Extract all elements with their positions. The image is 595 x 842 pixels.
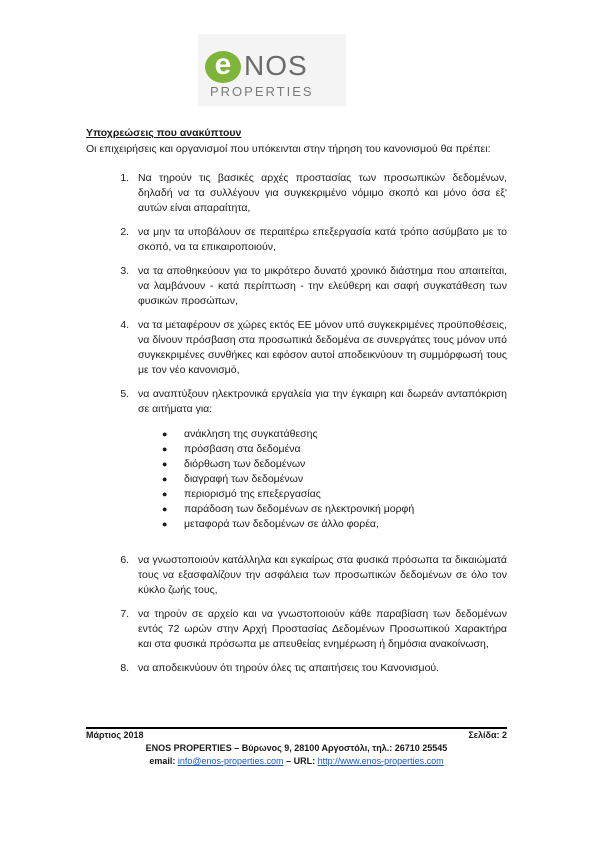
bullet-icon: ●: [162, 444, 168, 454]
footer-contact: [86, 756, 507, 766]
sub-list-item: ● διόρθωση των δεδομένων: [162, 458, 306, 470]
list-item: 6. να γνωστοποιούν κατάλληλα και εγκαίρως στα φυσικά πρόσωπα τα δικαιώματά τους να εξασφαλίζουν την ασφάλεια των προσωπικών δεδομένων σε όλο τον κύκλο ζωής τους,: [132, 553, 507, 598]
document-body: [86, 126, 507, 685]
spacer: [138, 532, 507, 544]
footer-email-link[interactable]: info@enos-properties.com: [177, 756, 284, 766]
sub-list-item: ● περιορισμό της επεξεργασίας: [162, 488, 321, 500]
request-types-list: [138, 427, 507, 532]
company-logo: [198, 34, 346, 106]
footer-url-label: – URL:: [286, 756, 316, 766]
list-item: 3. να τα αποθηκεύουν για το μικρότερο δυνατό χρονικό διάστημα που απαιτείται, να λαμβάνουν - κατά περίπτωση - την ελεύθερη και σαφή συγκατάθεση των φυσικών προσώπων,: [132, 264, 507, 309]
sub-list-item: ● ανάκληση της συγκατάθεσης: [162, 428, 318, 440]
footer-address: ENOS PROPERTIES – Βύρωνος 9, 28100 Αργοστόλι, τηλ.: 26710 25545: [145, 743, 448, 753]
list-item: 4. να τα μεταφέρουν σε χώρες εκτός ΕΕ μόνον υπό συγκεκριμένες προϋποθέσεις, να δίνουν πρόσβαση στα προσωπικά δεδομένα σε συνεργάτες τους μόνον υπό συγκεκριμένες συνθήκες και εφόσον αυτοί αποδεικνύουν τη συμμόρφωσή τους με τον νέο κανονισμό,: [132, 318, 507, 378]
bullet-icon: ●: [162, 519, 168, 529]
bullet-icon: ●: [162, 429, 168, 439]
bullet-icon: ●: [162, 489, 168, 499]
sub-list-item: ● παράδοση των δεδομένων σε ηλεκτρονική μορφή: [162, 503, 415, 515]
logo-properties-text: PROPERTIES: [210, 84, 314, 99]
intro-paragraph: Οι επιχειρήσεις και οργανισμοί που υπόκεινται στην τήρηση του κανονισμού θα πρέπει:: [86, 143, 491, 155]
list-item: 5. να αναπτύξουν ηλεκτρονικά εργαλεία για την έγκαιρη και δωρεάν ανταπόκριση σε αιτήματα για: ● ανάκληση της συγκατάθεσης ● πρόσβαση στα δεδομένα ● διόρθωση των δεδομένων ● διαγραφή των δεδομένων ● περιορισμό της επεξεργασίας ● παράδοση των δεδομένων σε ηλεκτρονική μορφή ● μεταφορά των δεδομένων σε άλλο φορέα,: [132, 387, 507, 544]
footer-url-link[interactable]: http://www.enos-properties.com: [317, 756, 444, 766]
bullet-icon: ●: [162, 504, 168, 514]
list-item: 2. να μην τα υποβάλουν σε περαιτέρω επεξεργασία κατά τρόπο ασύμβατο με το σκοπό, να τα επικαιροποιούν,: [132, 225, 507, 255]
sub-list-item: ● διαγραφή των δεδομένων: [162, 473, 304, 485]
bullet-icon: ●: [162, 474, 168, 484]
footer-divider: [86, 727, 507, 729]
sub-list-item: ● μεταφορά των δεδομένων σε άλλο φορέα,: [162, 518, 379, 530]
footer-email-label: email:: [149, 756, 176, 766]
sub-list-item: ● πρόσβαση στα δεδομένα: [162, 443, 301, 455]
list-item: 7. να τηρούν σε αρχείο και να γνωστοποιούν κάθε παραβίαση των δεδομένων εντός 72 ωρών στην Αρχή Προστασίας Δεδομένων Προσωπικού Χαρακτήρα και στα φυσικά πρόσωπα με απευθείας ενημέρωση ή δημόσια ανακοίνωση,: [132, 607, 507, 652]
obligations-list: [86, 171, 507, 676]
logo-nos-text: NOS: [244, 50, 308, 81]
footer-date: Μάρτιος 2018: [86, 730, 144, 740]
footer-page-number: Σελίδα: 2: [468, 730, 507, 740]
bullet-icon: ●: [162, 459, 168, 469]
logo-e-letter: e: [214, 48, 232, 81]
list-item: 8. να αποδεικνύουν ότι τηρούν όλες τις απαιτήσεις του Κανονισμού.: [132, 661, 507, 676]
list-item: 1. Να τηρούν τις βασικές αρχές προστασίας των προσωπικών δεδομένων, δηλαδή να τα συλλέγουν για συγκεκριμένο νόμιμο σκοπό και μόνο όσα εξ' αυτών είναι απαραίτητα,: [132, 171, 507, 216]
section-heading: Υποχρεώσεις που ανακύπτουν: [86, 127, 242, 139]
